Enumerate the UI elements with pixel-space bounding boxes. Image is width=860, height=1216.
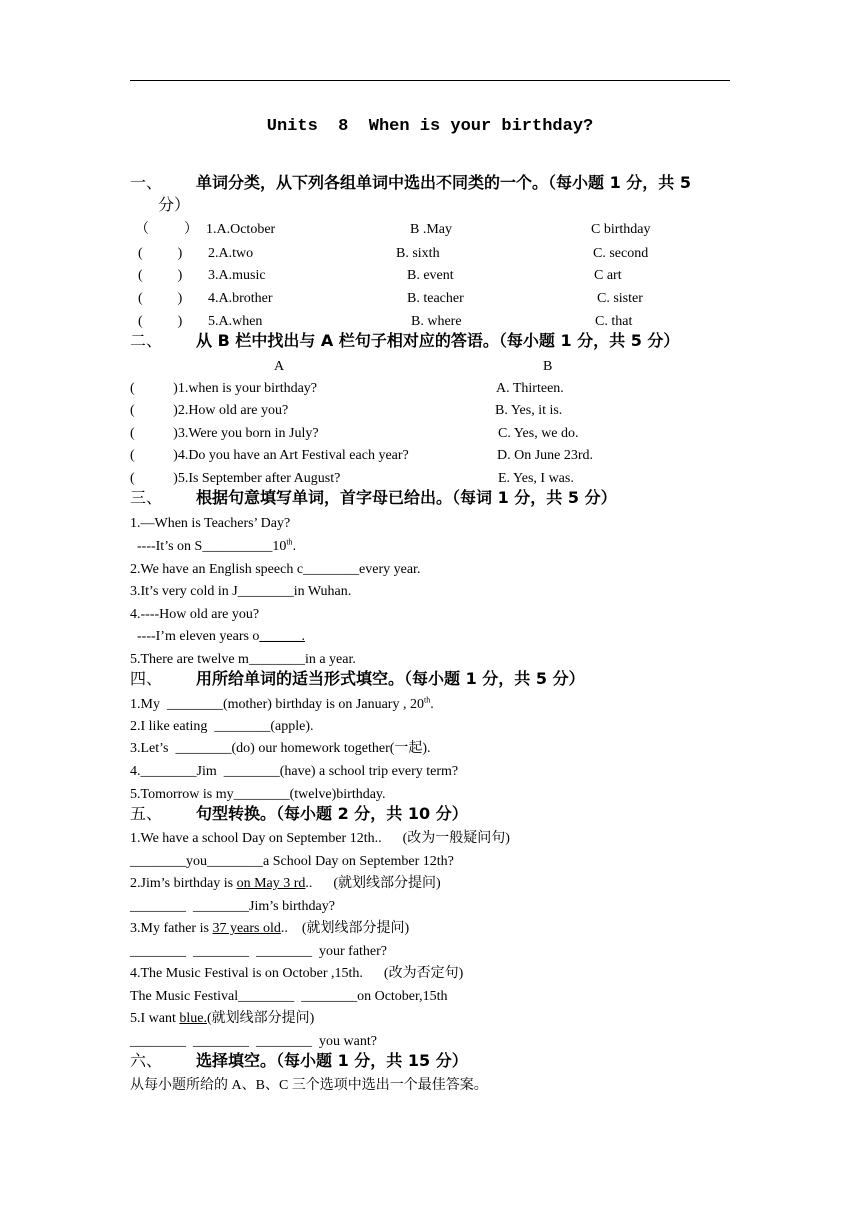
section-2-title: 从 B 栏中找出与 A 栏句子相对应的答语。（每小题 1 分，共 5 分） <box>196 331 680 350</box>
s1-item-5-c: C. that <box>595 314 633 329</box>
s2-answer-c: C. Yes, we do. <box>498 426 579 441</box>
section-1-heading-cont: 分） <box>158 195 191 214</box>
s1-item-1-c: C birthday <box>591 222 651 237</box>
s4-line-1 <box>130 696 434 714</box>
s5-line-8: The Music Festival________ ________on October,15th <box>130 989 448 1004</box>
s3-line-6 <box>130 628 305 646</box>
section-3-title: 根据句意填写单词，首字母已给出。（每词 1 分，共 5 分） <box>196 488 617 507</box>
s3-line-6-blank: ______. <box>259 629 305 644</box>
section-1-heading <box>130 172 691 194</box>
s2-question-5: ( )5.Is September after August? <box>130 471 341 486</box>
s1-item-2-c: C. second <box>593 246 649 261</box>
s5-line-4: ________ ________Jim’s birthday? <box>130 899 335 914</box>
s2-question-3: ( )3.Were you born in July? <box>130 426 319 441</box>
s1-item-3-a: 3.A.music <box>208 268 266 283</box>
s5-line-6: ________ ________ ________ your father? <box>130 944 388 959</box>
section-3-heading <box>130 487 617 509</box>
s1-item-1-b: B .May <box>410 222 452 237</box>
s1-item-2-paren: ( ) <box>138 246 183 261</box>
section-6-number: 六、 <box>130 1051 163 1070</box>
s2-answer-b: B. Yes, it is. <box>495 403 563 418</box>
s1-item-2-a: 2.A.two <box>208 246 254 261</box>
s1-item-1-paren: （ ） <box>135 222 198 237</box>
s5-line-5-note: .. (就划线部分提问) <box>280 921 410 936</box>
s6-instruction: 从每小题所给的 A、B、C 三个选项中选出一个最佳答案。 <box>130 1078 488 1093</box>
s5-line-3-text: 2.Jim’s birthday is <box>130 876 237 891</box>
s5-line-3-underlined: on May 3 rd <box>236 876 306 891</box>
section-1-title: 单词分类，从下列各组单词中选出不同类的一个。（每小题 1 分，共 5 <box>196 173 691 192</box>
s2-question-4: ( )4.Do you have an Art Festival each year? <box>130 448 409 463</box>
s3-line-3: 2.We have an English speech c________every year. <box>130 562 421 577</box>
section-4-number: 四、 <box>130 669 163 688</box>
section-1-number: 一、 <box>130 173 163 192</box>
s1-item-1-a: 1.A.October <box>206 222 276 237</box>
s5-line-2: ________you________a School Day on September 12th? <box>130 854 454 869</box>
s4-line-4: 4.________Jim ________(have) a school trip every term? <box>130 764 459 779</box>
s3-line-2-text: ----It’s on S__________10 <box>130 539 287 554</box>
s2-answer-e: E. Yes, I was. <box>498 471 574 486</box>
s5-line-1: 1.We have a school Day on September 12th.. (改为一般疑问句) <box>130 831 510 846</box>
s1-item-4-b: B. teacher <box>407 291 464 306</box>
s3-line-4: 3.It’s very cold in J________in Wuhan. <box>130 584 352 599</box>
s4-line-2: 2.I like eating ________(apple). <box>130 719 314 734</box>
section-2-heading <box>130 330 679 352</box>
s1-item-4-c: C. sister <box>597 291 643 306</box>
section-4-title: 用所给单词的适当形式填空。（每小题 1 分，共 5 分） <box>196 669 585 688</box>
s1-item-2-b: B. sixth <box>396 246 440 261</box>
s3-line-5: 4.----How old are you? <box>130 607 260 622</box>
section-3-number: 三、 <box>130 488 163 507</box>
column-a-label: A <box>274 359 285 374</box>
s5-line-3 <box>130 875 441 893</box>
section-2-number: 二、 <box>130 331 163 350</box>
s2-question-1: ( )1.when is your birthday? <box>130 381 318 396</box>
s4-line-1-text: 1.My ________(mother) birthday is on January , 20 <box>130 697 424 712</box>
s1-item-3-paren: ( ) <box>138 268 183 283</box>
s5-line-10: ________ ________ ________ you want? <box>130 1034 377 1049</box>
s4-line-1-sup: th <box>423 695 431 705</box>
s2-answer-a: A. Thirteen. <box>496 381 564 396</box>
s1-item-3-b: B. event <box>407 268 454 283</box>
s3-line-1: 1.—When is Teachers’ Day? <box>130 516 291 531</box>
s5-line-5-text: 3.My father is <box>130 921 213 936</box>
s5-line-3-note: .. (就划线部分提问) <box>305 876 441 891</box>
s3-line-2 <box>130 538 296 556</box>
section-4-heading <box>130 668 585 690</box>
s3-line-7: 5.There are twelve m________in a year. <box>130 652 356 667</box>
s4-line-5: 5.Tomorrow is my________(twelve)birthday. <box>130 787 386 802</box>
s2-question-2: ( )2.How old are you? <box>130 403 289 418</box>
s1-item-5-paren: ( ) <box>138 314 183 329</box>
s4-line-3: 3.Let’s ________(do) our homework together(一起). <box>130 741 431 756</box>
s5-line-9-note: (就划线部分提问) <box>207 1011 315 1026</box>
s5-line-5 <box>130 920 409 938</box>
s2-answer-d: D. On June 23rd. <box>497 448 594 463</box>
s3-line-2-sup: th <box>286 537 293 547</box>
s1-item-4-paren: ( ) <box>138 291 183 306</box>
section-5-title: 句型转换。（每小题 2 分，共 10 分） <box>196 804 468 823</box>
s1-item-4-a: 4.A.brother <box>208 291 273 306</box>
column-b-label: B <box>543 359 553 374</box>
s5-line-9-underlined: blue. <box>179 1011 207 1026</box>
section-6-heading <box>130 1050 468 1072</box>
s5-line-9-text: 5.I want <box>130 1011 180 1026</box>
section-5-number: 五、 <box>130 804 163 823</box>
top-rule <box>130 80 730 81</box>
s1-item-3-c: C art <box>594 268 622 283</box>
section-5-heading <box>130 803 468 825</box>
s5-line-5-underlined: 37 years old <box>212 921 281 936</box>
s3-line-2-end: . <box>292 539 297 554</box>
s4-line-1-end: . <box>430 697 434 712</box>
s1-item-5-a: 5.A.when <box>208 314 263 329</box>
s5-line-7: 4.The Music Festival is on October ,15th. (改为否定句) <box>130 966 464 981</box>
page-title: Units 8 When is your birthday? <box>266 117 594 136</box>
s3-line-6-text: ----I’m eleven years o <box>130 629 260 644</box>
s1-item-5-b: B. where <box>411 314 462 329</box>
s5-line-9 <box>130 1010 314 1028</box>
section-6-title: 选择填空。（每小题 1 分，共 15 分） <box>196 1051 468 1070</box>
